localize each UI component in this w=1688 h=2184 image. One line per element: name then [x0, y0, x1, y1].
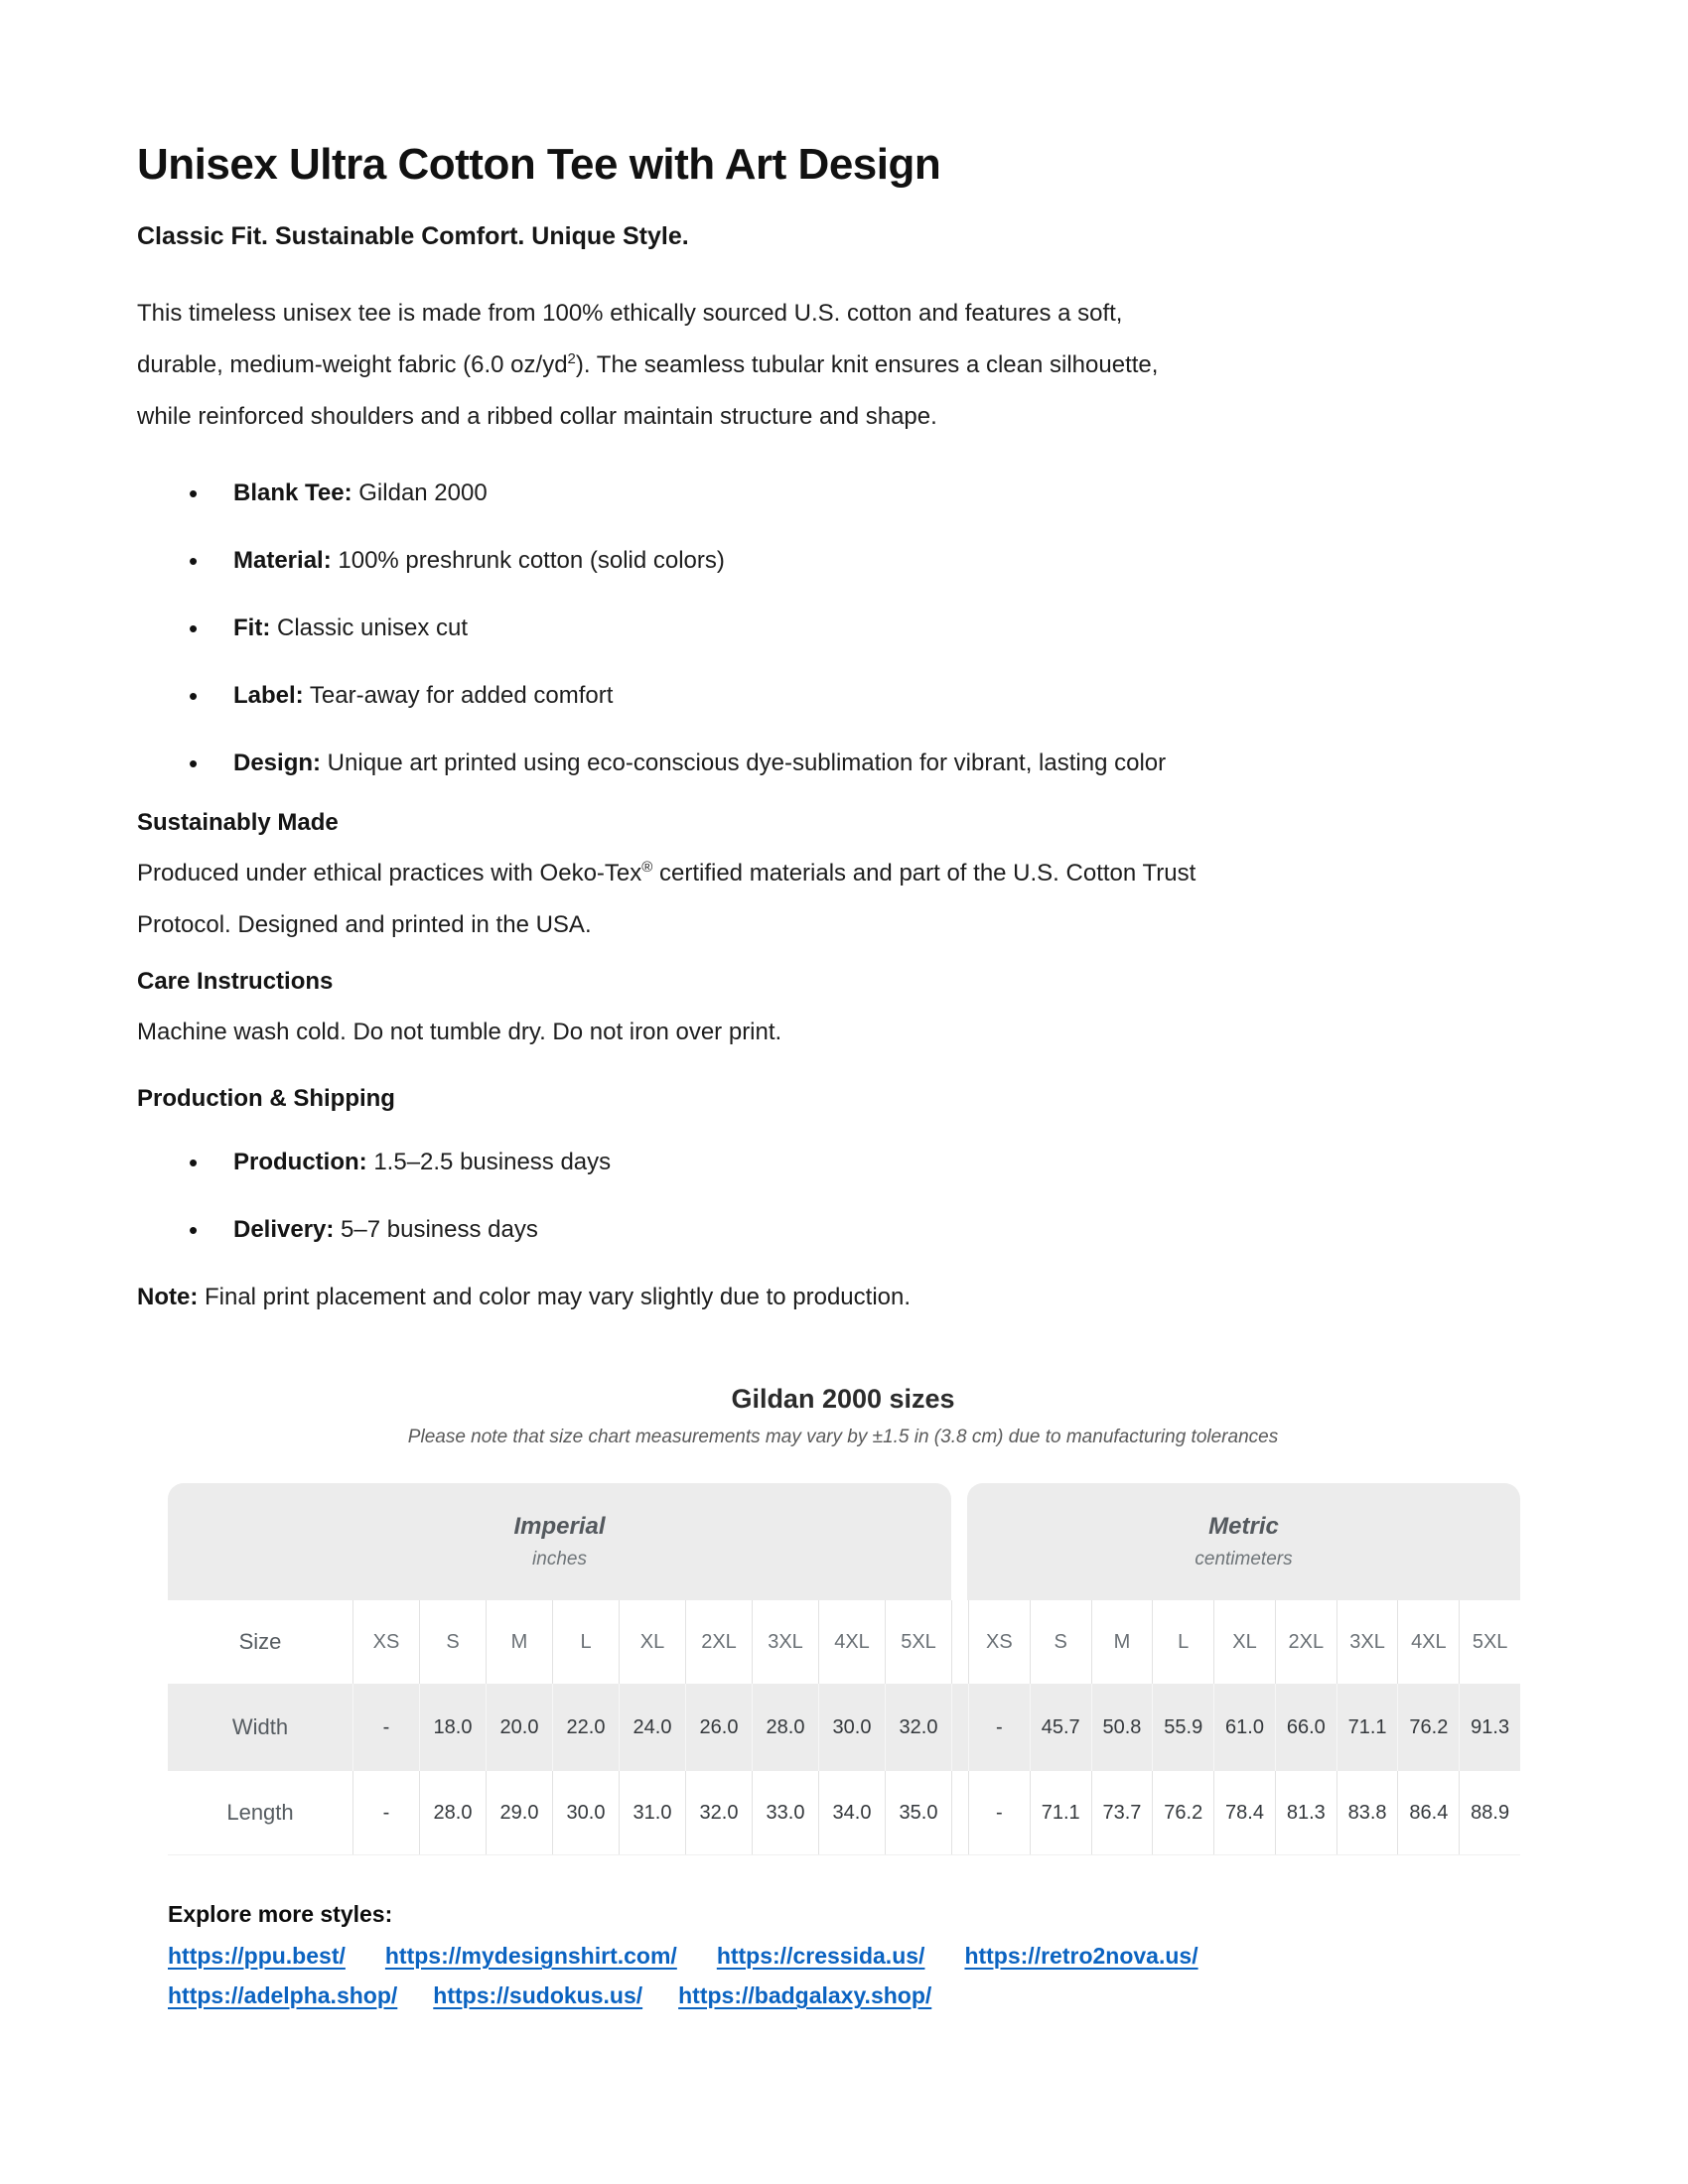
- width-imperial-m: 20.0: [486, 1684, 552, 1771]
- row-label-length: Length: [226, 1800, 294, 1825]
- list-item-blank-tee: • Blank Tee: Gildan 2000: [137, 471, 1549, 516]
- width-metric-3xl: 71.1: [1336, 1684, 1398, 1771]
- superscript-2: 2: [567, 350, 576, 367]
- table-row-length: [168, 1771, 1520, 1855]
- feature-list: [137, 471, 1549, 786]
- imperial-size-3xl: 3XL: [752, 1600, 818, 1684]
- metric-label: Metric: [1208, 1513, 1279, 1540]
- sustainably-line-2: Protocol. Designed and printed in the USA.: [137, 911, 592, 938]
- width-imperial-2xl: 26.0: [685, 1684, 752, 1771]
- note-line: Note: Final print placement and color may vary slightly due to production.: [137, 1284, 912, 1310]
- unit-band-metric: [967, 1483, 1520, 1600]
- metric-size-4xl: 4XL: [1397, 1600, 1459, 1684]
- metric-size-m: M: [1091, 1600, 1153, 1684]
- list-item-fit: • Fit: Classic unisex cut: [137, 606, 1549, 651]
- intro-line-3: while reinforced shoulders and a ribbed collar maintain structure and shape.: [137, 403, 937, 430]
- page-title: Unisex Ultra Cotton Tee with Art Design: [137, 140, 941, 189]
- width-imperial-3xl: 28.0: [752, 1684, 818, 1771]
- explore-link-row-1: [168, 1941, 1549, 1971]
- intro-line-2: durable, medium-weight fabric (6.0 $oz/yd^2$). The seamless tubular knit ensures a clean silhouette,: [137, 350, 1159, 378]
- length-imperial-s: 28.0: [419, 1771, 486, 1854]
- shipping-list: [137, 1140, 1549, 1253]
- length-imperial-m: 29.0: [486, 1771, 552, 1854]
- length-metric-4xl: 86.4: [1397, 1771, 1459, 1854]
- section-divider: [951, 1600, 968, 1684]
- width-metric-4xl: 76.2: [1397, 1684, 1459, 1771]
- length-imperial-3xl: 33.0: [752, 1771, 818, 1854]
- width-metric-xs: -: [968, 1684, 1030, 1771]
- heading-production-shipping: Production & Shipping: [137, 1085, 395, 1112]
- width-imperial-4xl: 30.0: [818, 1684, 885, 1771]
- sustainably-line-1: Produced under ethical practices with Oeko-Tex® certified materials and part of the U.S. Cotton Trust: [137, 859, 1196, 887]
- metric-size-2xl: 2XL: [1275, 1600, 1336, 1684]
- link-mydesignshirt[interactable]: https://mydesignshirt.com/: [384, 1943, 677, 1969]
- width-imperial-s: 18.0: [419, 1684, 486, 1771]
- metric-size-xl: XL: [1213, 1600, 1275, 1684]
- size-chart-title: Gildan 2000 sizes: [731, 1384, 955, 1414]
- length-metric-5xl: 88.9: [1459, 1771, 1520, 1854]
- length-metric-m: 73.7: [1091, 1771, 1153, 1854]
- length-metric-s: 71.1: [1030, 1771, 1091, 1854]
- length-metric-xs: -: [968, 1771, 1030, 1854]
- imperial-size-4xl: 4XL: [818, 1600, 885, 1684]
- list-item-production: • Production: 1.5–2.5 business days: [137, 1140, 1549, 1185]
- sustainably-made-body: [137, 848, 1549, 951]
- metric-size-s: S: [1030, 1600, 1091, 1684]
- length-metric-2xl: 81.3: [1275, 1771, 1336, 1854]
- width-metric-5xl: 91.3: [1459, 1684, 1520, 1771]
- metric-size-3xl: 3XL: [1336, 1600, 1398, 1684]
- intro-line-1: This timeless unisex tee is made from 100% ethically sourced U.S. cotton and features a soft,: [137, 300, 1123, 327]
- unit-band-row: [168, 1483, 1520, 1600]
- explore-link-row-2: [168, 1980, 1549, 2010]
- link-ppu-best[interactable]: https://ppu.best/: [168, 1943, 346, 1969]
- heading-care-instructions: Care Instructions: [137, 968, 334, 995]
- size-chart-table: [168, 1483, 1520, 1855]
- length-imperial-l: 30.0: [552, 1771, 619, 1854]
- length-metric-3xl: 83.8: [1336, 1771, 1398, 1854]
- width-metric-m: 50.8: [1091, 1684, 1153, 1771]
- unit-band-imperial: [168, 1483, 951, 1600]
- heading-sustainably-made: Sustainably Made: [137, 809, 339, 836]
- column-header-size: Size: [238, 1629, 282, 1654]
- imperial-unit: inches: [532, 1549, 587, 1570]
- length-imperial-4xl: 34.0: [818, 1771, 885, 1854]
- link-retro2nova[interactable]: https://retro2nova.us/: [964, 1943, 1198, 1969]
- list-item-design: • Design: Unique art printed using eco-conscious dye-sublimation for vibrant, lasting color: [137, 741, 1549, 786]
- table-row-width: [168, 1684, 1520, 1771]
- imperial-size-m: M: [486, 1600, 552, 1684]
- list-item-label: • Label: Tear-away for added comfort: [137, 673, 1549, 719]
- metric-size-5xl: 5XL: [1459, 1600, 1520, 1684]
- registered-mark: ®: [641, 859, 653, 876]
- length-imperial-xs: -: [352, 1771, 419, 1854]
- list-item-material: • Material: 100% preshrunk cotton (solid colors): [137, 538, 1549, 584]
- link-adelpha[interactable]: https://adelpha.shop/: [168, 1982, 398, 2008]
- width-imperial-xl: 24.0: [619, 1684, 685, 1771]
- width-metric-xl: 61.0: [1213, 1684, 1275, 1771]
- length-metric-l: 76.2: [1152, 1771, 1213, 1854]
- width-metric-2xl: 66.0: [1275, 1684, 1336, 1771]
- imperial-size-5xl: 5XL: [885, 1600, 951, 1684]
- width-metric-l: 55.9: [1152, 1684, 1213, 1771]
- width-imperial-xs: -: [352, 1684, 419, 1771]
- length-imperial-2xl: 32.0: [685, 1771, 752, 1854]
- imperial-size-xl: XL: [619, 1600, 685, 1684]
- link-cressida[interactable]: https://cressida.us/: [716, 1943, 925, 1969]
- length-metric-xl: 78.4: [1213, 1771, 1275, 1854]
- care-instructions-body: Machine wash cold. Do not tumble dry. Do not iron over print.: [137, 1019, 782, 1045]
- metric-unit: centimeters: [1195, 1549, 1293, 1570]
- section-divider: [951, 1771, 968, 1854]
- size-chart-tolerance-note: Please note that size chart measurements may vary by ±1.5 in (3.8 cm) due to manufacturing tolerances: [407, 1427, 1279, 1447]
- imperial-size-l: L: [552, 1600, 619, 1684]
- explore-heading: Explore more styles:: [168, 1901, 393, 1927]
- imperial-size-xs: XS: [352, 1600, 419, 1684]
- table-header-row: [168, 1600, 1520, 1684]
- page-subtitle: Classic Fit. Sustainable Comfort. Unique Style.: [137, 222, 689, 250]
- section-divider: [951, 1684, 968, 1771]
- length-imperial-5xl: 35.0: [885, 1771, 951, 1854]
- explore-section: [168, 1899, 1549, 2010]
- imperial-size-2xl: 2XL: [685, 1600, 752, 1684]
- metric-size-xs: XS: [968, 1600, 1030, 1684]
- row-label-width: Width: [231, 1714, 289, 1739]
- link-sudokus[interactable]: https://sudokus.us/: [433, 1982, 643, 2008]
- width-metric-s: 45.7: [1030, 1684, 1091, 1771]
- imperial-label: Imperial: [513, 1513, 606, 1540]
- imperial-size-s: S: [419, 1600, 486, 1684]
- link-badgalaxy[interactable]: https://badgalaxy.shop/: [678, 1982, 932, 2008]
- width-imperial-l: 22.0: [552, 1684, 619, 1771]
- intro-paragraph: [137, 288, 1549, 443]
- list-item-delivery: • Delivery: 5–7 business days: [137, 1207, 1549, 1253]
- width-imperial-5xl: 32.0: [885, 1684, 951, 1771]
- metric-size-l: L: [1152, 1600, 1213, 1684]
- length-imperial-xl: 31.0: [619, 1771, 685, 1854]
